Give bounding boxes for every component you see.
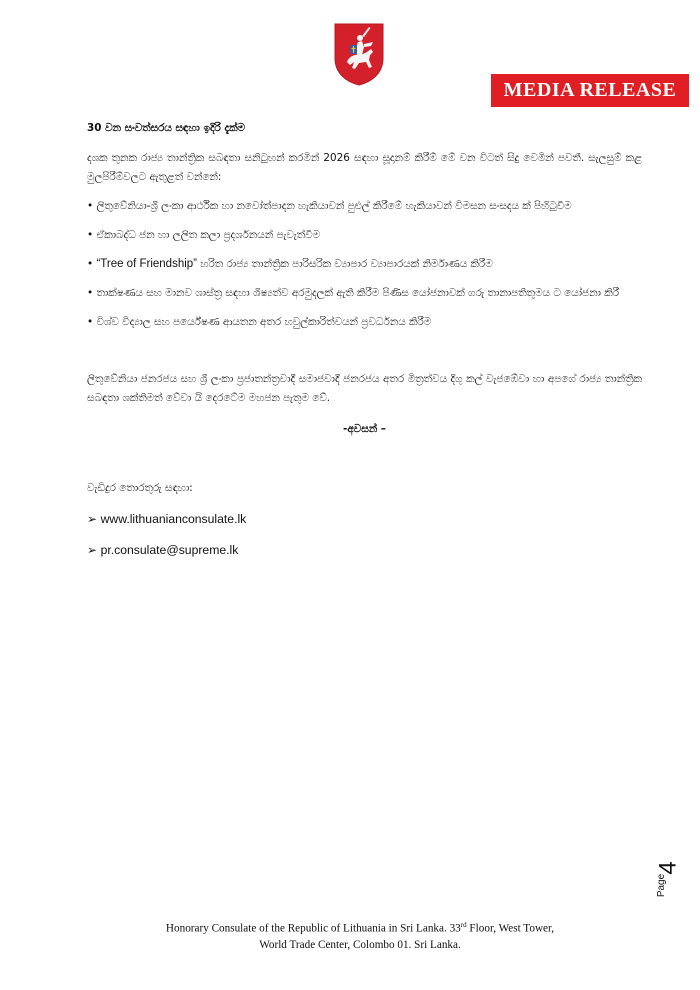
end-mark: -අවසන් – (343, 423, 386, 435)
footer-line-2: World Trade Center, Colombo 01. Sri Lanka. (259, 938, 461, 951)
contact-website-row (87, 510, 642, 529)
list-item (87, 255, 642, 274)
item-english-title: “Tree of Friendship” (96, 258, 197, 270)
item-text: ලිතුවේනියා-ශ්‍රී ලංකා ආර්ථික හා නවෝත්පාදන හැකියාවන් පුළුල් කිරීමේ හැකියාවන් විමසන සංසදය ක් පිහිටුවීම (96, 200, 572, 212)
arrow-icon: ➢ (87, 512, 98, 526)
list-item (87, 284, 642, 303)
bullet: • (87, 200, 97, 212)
list-item (87, 226, 642, 245)
page-number-marker (656, 858, 686, 910)
page-word: Page (656, 873, 668, 898)
arrow-icon: ➢ (87, 543, 98, 557)
footer-address (60, 917, 660, 953)
list-item (87, 313, 642, 332)
page-number: 4 (654, 861, 682, 875)
section-heading: 30 වන සංවත්සරය සඳහා ඉදිරි දැක්ම (87, 122, 245, 134)
closing-paragraph: ලිතුවේනියා ජනරජය සහ ශ්‍රී ලංකා ප්‍රජාතන්ත්‍රවාදී සමාජවාදී ජනරජය අතර මිත්‍රත්වය දිගු කල් වැජඹේවා හා අපගේ රාජ්‍ය තාන්ත්‍රික සබඳතා ශක්තිමත් වේවා යි දෙරටේම මහජන පැතුම වේ. (87, 373, 642, 404)
media-release-label: MEDIA RELEASE (503, 79, 677, 101)
item-text: ඒකාබද්ධ ජන හා ලලිත කලා ප්‍රදර්ශනයන් පැවැත්වීම (96, 229, 321, 241)
item-text: විශ්ව විද්‍යාල සහ පර්යේෂණ ආයතන අතර හවුල්කාරිත්වයන් ප්‍රවර්ධනය කිරීම (96, 316, 432, 328)
intro-paragraph: දශක තුනක රාජ්‍ය තාන්ත්‍රික සබඳතා සනිටුහන් කරමින් 2026 සඳහා සූදානම් කිරීම් මේ වන විටත් සිදු වෙමින් පවතී. සැලසුම් කළ මුලපිරීම්වලට ඇතුළත් වන්නේ: (87, 152, 642, 183)
item-text: තාක්ෂණය සහ මානව ශාස්ත්‍ර සඳහා ශිෂ්‍යත්ව අරමුදලක් ඇති කිරීම පිණිස යෝජනාවක් ගරු තානාපතිතුමය ට යෝජනා කිරී (96, 287, 619, 299)
bullet: • (87, 316, 97, 328)
bullet: • (87, 229, 97, 241)
email-link[interactable]: pr.consulate@supreme.lk (100, 543, 239, 557)
bullet: • (87, 258, 97, 270)
lithuanian-vytis-coat-of-arms-icon (333, 22, 385, 86)
website-link[interactable]: www.lithuanianconsulate.lk (100, 512, 247, 526)
contact-heading: වැඩිදුර තොරතුරු සඳහා: (87, 482, 193, 494)
contact-email-row (87, 541, 642, 560)
list-item (87, 197, 642, 216)
footer-line-1: Honorary Consulate of the Republic of Lithuania in Sri Lanka. 33rd Floor, West Tower, (165, 921, 555, 935)
release-body (87, 119, 642, 572)
media-release-banner (491, 74, 689, 107)
bullet: • (87, 287, 97, 299)
item-text: හරිත රාජ්‍ය තාන්ත්‍රික පාරිසරික ව්‍යාපාර ව්‍යාපාරයක් නිර්මාණය කිරීම (197, 258, 493, 270)
